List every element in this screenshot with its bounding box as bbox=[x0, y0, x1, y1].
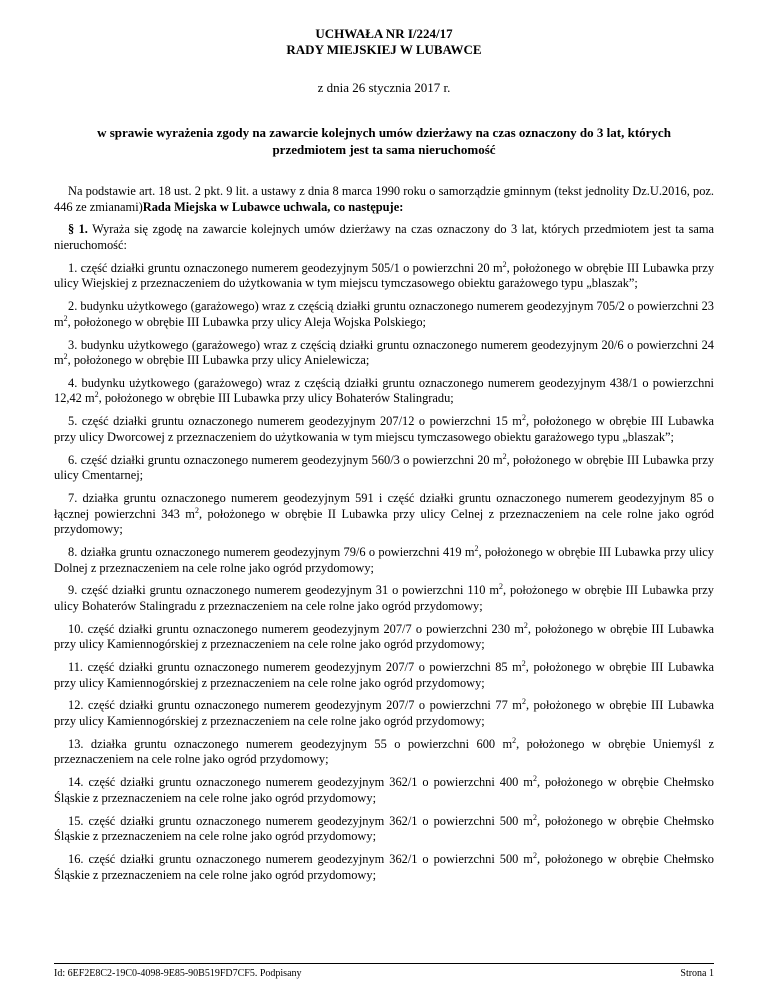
item-text-pre: 1. część działki gruntu oznaczonego numerem geodezyjnym 505/1 o powierzchni 20 m bbox=[68, 260, 503, 275]
item-text-pre: 15. część działki gruntu oznaczonego numerem geodezyjnym 362/1 o powierzchni 500 m bbox=[68, 813, 533, 828]
item-text-post: , położonego w obrębie III Lubawka przy ulicy Kamiennogórskiej z przeznaczeniem na cele rolne jako ogród przydomowy; bbox=[54, 698, 714, 729]
section-1-label: § 1. bbox=[68, 222, 88, 237]
list-item bbox=[54, 814, 714, 845]
list-item bbox=[54, 299, 714, 330]
item-text-pre: 13. działka gruntu oznaczonego numerem geodezyjnym 55 o powierzchni 600 m bbox=[68, 736, 513, 751]
list-item bbox=[54, 338, 714, 369]
list-item bbox=[54, 491, 714, 538]
item-text-post: , położonego w obrębie III Lubawka przy ulicy Anielewicza; bbox=[67, 353, 370, 368]
resolution-number: UCHWAŁA NR I/224/17 bbox=[315, 26, 453, 41]
section-1-paragraph bbox=[54, 222, 714, 253]
document-id: Id: 6EF2E8C2-19C0-4098-9E85-90B519FD7CF5. Podpisany bbox=[54, 968, 302, 979]
item-text-post: , położonego w obrębie III Lubawka przy ulicy Dolnej z przeznaczeniem na cele rolne jako ogród przydomowy; bbox=[54, 544, 715, 575]
list-item bbox=[54, 852, 714, 883]
council-resolves-text: Rada Miejska w Lubawce uchwala, co następuje: bbox=[142, 199, 404, 214]
item-text-post: , położonego w obrębie III Lubawka przy ulicy Bohaterów Stalingradu; bbox=[98, 391, 454, 406]
items-list bbox=[54, 261, 714, 883]
list-item bbox=[54, 261, 714, 292]
item-superscript: 2 bbox=[499, 582, 504, 592]
subject-line-2: przedmiotem jest ta sama nieruchomość bbox=[272, 142, 496, 157]
list-item bbox=[54, 698, 714, 729]
item-superscript: 2 bbox=[502, 259, 507, 269]
item-text-post: , położonego w obrębie III Lubawka przy ulicy Kamiennogórskiej z przeznaczeniem na cele rolne jako ogród przydomowy; bbox=[54, 660, 715, 690]
item-text-pre: 3. budynku użytkowego (garażowego) wraz z częścią działki gruntu oznaczonego numerem geodezyjnym 20/6 o powierzchni 24 m bbox=[54, 337, 714, 368]
page-number: Strona 1 bbox=[680, 968, 714, 979]
item-superscript: 2 bbox=[521, 658, 526, 668]
document-body bbox=[54, 184, 714, 890]
item-text-post: , położonego w obrębie Chełmsko Śląskie z przeznaczeniem na cele rolne jako ogród przydomowy; bbox=[54, 775, 715, 805]
item-text-post: , położonego w obrębie III Lubawka przy ulicy Aleja Wojska Polskiego; bbox=[67, 314, 426, 329]
item-text-post: , położonego w obrębie III Lubawka przy ulicy Kamiennogórskiej z przeznaczeniem na cele rolne jako ogród przydomowy; bbox=[54, 621, 714, 652]
item-text-pre: 12. część działki gruntu oznaczonego numerem geodezyjnym 207/7 o powierzchni 77 m bbox=[68, 698, 522, 713]
item-text-pre: 6. część działki gruntu oznaczonego numerem geodezyjnym 560/3 o powierzchni 20 m bbox=[68, 452, 503, 467]
item-text-post: , położonego w obrębie Uniemyśl z przeznaczeniem na cele rolne jako ogród przydomowy; bbox=[54, 736, 714, 767]
item-superscript: 2 bbox=[512, 735, 517, 745]
resolution-header bbox=[0, 26, 768, 58]
list-item bbox=[54, 775, 714, 806]
list-item bbox=[54, 583, 714, 614]
list-item bbox=[54, 737, 714, 768]
item-superscript: 2 bbox=[532, 850, 537, 860]
item-text-pre: 7. działka gruntu oznaczonego numerem geodezyjnym 591 i część działki gruntu oznaczonego numerem geodezyjnym 85 o łącznej powierzchni 343 m bbox=[54, 491, 714, 521]
section-1-text: Wyraża się zgodę na zawarcie kolejnych umów dzierżawy na czas oznaczony do 3 lat, których przedmiotem jest ta sama nieruchomość: bbox=[54, 222, 715, 252]
council-name: RADY MIEJSKIEJ W LUBAWCE bbox=[286, 42, 482, 57]
resolution-subject bbox=[60, 124, 708, 158]
item-text-pre: 2. budynku użytkowego (garażowego) wraz z częścią działki gruntu oznaczonego numerem geodezyjnym 705/2 o powierzchni 23 m bbox=[54, 299, 714, 329]
item-superscript: 2 bbox=[523, 620, 528, 630]
list-item bbox=[54, 545, 714, 576]
list-item bbox=[54, 622, 714, 653]
legal-basis-text: Na podstawie art. 18 ust. 2 pkt. 9 lit. a ustawy z dnia 8 marca 1990 roku o samorządzie gminnym (tekst jednolity Dz.U.2016, poz. 446 ze zmianami) bbox=[54, 184, 714, 214]
item-text-pre: 5. część działki gruntu oznaczonego numerem geodezyjnym 207/12 o powierzchni 15 m bbox=[68, 414, 522, 429]
subject-line-1: w sprawie wyrażenia zgody na zawarcie kolejnych umów dzierżawy na czas oznaczony do 3 lat, których bbox=[97, 125, 671, 140]
footer-divider bbox=[54, 963, 714, 964]
list-item bbox=[54, 660, 714, 691]
item-text-post: , położonego w obrębie III Lubawka przy ulicy Cmentarnej; bbox=[54, 452, 715, 483]
item-superscript: 2 bbox=[521, 413, 526, 423]
item-text-pre: 14. część działki gruntu oznaczonego numerem geodezyjnym 362/1 o powierzchni 400 m bbox=[68, 775, 533, 790]
item-text-post: , położonego w obrębie III Lubawka przy ulicy Dworcowej z przeznaczeniem do użytkowania w tym miejscu tymczasowego obiektu garażowego typu „blaszak”; bbox=[54, 414, 714, 444]
item-text-post: , położonego w obrębie III Lubawka przy ulicy Wiejskiej z przeznaczeniem do użytkowania w tym miejscu tymczasowego obiektu garażowego typu „blaszak”; bbox=[54, 260, 715, 291]
item-superscript: 2 bbox=[502, 451, 507, 461]
item-text-pre: 16. część działki gruntu oznaczonego numerem geodezyjnym 362/1 o powierzchni 500 m bbox=[68, 851, 533, 866]
item-superscript: 2 bbox=[532, 812, 537, 822]
legal-basis-paragraph bbox=[54, 184, 714, 215]
item-text-post: , położonego w obrębie Chełmsko Śląskie z przeznaczeniem na cele rolne jako ogród przydomowy; bbox=[54, 851, 715, 882]
item-superscript: 2 bbox=[194, 505, 199, 515]
resolution-date: z dnia 26 stycznia 2017 r. bbox=[317, 80, 451, 95]
item-superscript: 2 bbox=[521, 697, 526, 707]
list-item bbox=[54, 414, 714, 445]
item-text-pre: 10. część działki gruntu oznaczonego numerem geodezyjnym 207/7 o powierzchni 230 m bbox=[68, 621, 524, 636]
item-text-post: , położonego w obrębie Chełmsko Śląskie z przeznaczeniem na cele rolne jako ogród przydomowy; bbox=[54, 813, 715, 844]
item-superscript: 2 bbox=[474, 543, 479, 553]
item-text-pre: 9. część działki gruntu oznaczonego numerem geodezyjnym 31 o powierzchni 110 m bbox=[68, 583, 500, 598]
item-text-pre: 11. część działki gruntu oznaczonego numerem geodezyjnym 207/7 o powierzchni 85 m bbox=[68, 660, 522, 675]
item-text-pre: 8. działka gruntu oznaczonego numerem geodezyjnym 79/6 o powierzchni 419 m bbox=[68, 544, 475, 559]
list-item bbox=[54, 453, 714, 484]
item-text-post: , położonego w obrębie III Lubawka przy ulicy Bohaterów Stalingradu z przeznaczeniem na cele rolne jako ogród przydomowy; bbox=[54, 583, 714, 613]
item-text-post: , położonego w obrębie II Lubawka przy ulicy Celnej z przeznaczeniem na cele rolne jako ogród przydomowy; bbox=[54, 506, 714, 537]
item-superscript: 2 bbox=[532, 774, 537, 784]
list-item bbox=[54, 376, 714, 407]
item-superscript: 2 bbox=[63, 313, 68, 323]
item-superscript: 2 bbox=[94, 390, 99, 400]
item-superscript: 2 bbox=[63, 351, 68, 361]
item-text-pre: 4. budynku użytkowego (garażowego) wraz z częścią działki gruntu oznaczonego numerem geodezyjnym 438/1 o powierzchni 12,42 m bbox=[54, 375, 714, 406]
